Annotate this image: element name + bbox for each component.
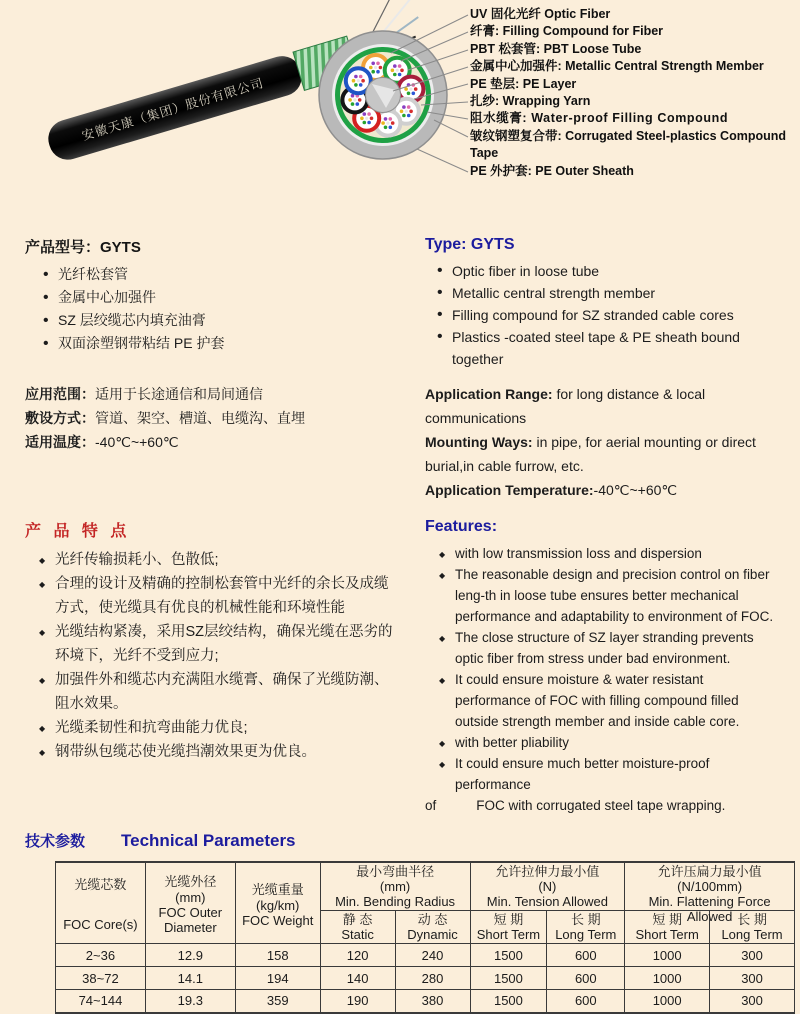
cable-brand-text: 安徽天康（集团）股份有限公司 [80, 76, 266, 144]
sub-header: 短 期 Short Term [470, 911, 547, 944]
application-line: 适用温度：-40℃~+60℃ [25, 434, 179, 450]
diagram-label: PBT 松套管: PBT Loose Tube [470, 41, 642, 56]
features-en-block [425, 518, 775, 816]
diagram-label: PE 垫层: PE Layer [470, 76, 577, 91]
sub-header: 长 期 Long Term [710, 911, 795, 944]
application-zh-block [25, 382, 400, 502]
diagram-label: 纤膏: Filling Compound for Fiber [470, 24, 664, 39]
type-title: Type: GYTS [425, 236, 515, 253]
model-type-section [0, 236, 800, 370]
table-row: 74~144 19.3 359 190 380 1500 600 1000 300 [56, 990, 795, 1013]
table-row: 38~72 14.1 194 140 280 1500 600 1000 300 [56, 967, 795, 990]
group-header-tension: 允许拉伸力最小值 (N) Min. Tension Allowed [470, 862, 625, 911]
list-item: • SZ 层绞缆芯内填充油膏 [43, 309, 400, 332]
sub-header: 动 态 Dynamic [395, 911, 470, 944]
overflow-word: of [425, 798, 437, 813]
sub-header: 静 态 Static [320, 911, 395, 944]
list-item: • Optic fiber in loose tube [437, 260, 775, 282]
diagram-label: UV 固化光纤 Optic Fiber [470, 7, 611, 21]
list-item: • 金属中心加强件 [43, 286, 400, 309]
table-heading [25, 830, 775, 851]
list-item: ◆ The close structure of SZ layer stranding prevents optic fiber from stress under bad environment. [439, 627, 775, 669]
list-item: • 双面涂塑钢带粘结 PE 护套 [43, 332, 400, 355]
last-line-text: FOC with corrugated steel tape wrapping. [476, 798, 726, 813]
product-model-block [25, 236, 400, 370]
col-header-core: 光缆芯数 FOC Core(s) [56, 862, 146, 944]
application-line: Application Range: for long distance & local communications [425, 386, 706, 426]
type-list [437, 260, 775, 370]
application-line: 敷设方式：管道、架空、槽道、电缆沟、直埋 [25, 410, 305, 426]
diagram-label: PE 外护套: PE Outer Sheath [470, 163, 634, 178]
features-section [0, 518, 800, 816]
product-model-list [43, 263, 400, 355]
list-item: ◆ It could ensure much better moisture-proof performance [439, 753, 775, 795]
application-en-block [425, 382, 775, 502]
features-zh-block [25, 518, 400, 816]
application-line: 应用范围：适用于长途通信和局间通信 [25, 386, 263, 402]
list-item: ◆ 钢带纵包缆芯使光缆挡潮效果更为优良。 [39, 740, 400, 764]
list-item: ◆ with better pliability [439, 732, 775, 753]
technical-parameters-table [55, 861, 795, 1014]
sub-header: 短 期 Short Term [625, 911, 710, 944]
table-title-zh: 技术参数 [25, 833, 86, 850]
hero-section [0, 0, 800, 218]
list-item: ◆ 加强件外和缆芯内充满阻水缆膏、确保了光缆防潮、阻水效果。 [39, 668, 400, 716]
list-item: ◆ 光缆柔韧性和抗弯曲能力优良; [39, 716, 400, 740]
application-line: Application Temperature:-40℃~+60℃ [425, 482, 678, 498]
group-header-flattening: 允许压扁力最小值 (N/100mm) Min. Flattening Force Allowed [625, 862, 795, 911]
list-item: • Filling compound for SZ stranded cable cores [437, 304, 775, 326]
features-last-line [425, 795, 775, 816]
diagram-label: 皱纹钢塑复合带: Corrugated Steel-plastics Compound Tape [470, 128, 786, 161]
table-title-en: Technical Parameters [121, 831, 296, 850]
list-item: • Plastics -coated steel tape & PE sheath bound together [437, 326, 775, 370]
diagram-label-list [470, 6, 796, 180]
list-item: ◆ with low transmission loss and dispersion [439, 543, 775, 564]
sub-header: 长 期 Long Term [547, 911, 625, 944]
list-item: • 光纤松套管 [43, 263, 400, 286]
list-item: • Metallic central strength member [437, 282, 775, 304]
features-zh-title: 产 品 特 点 [25, 523, 131, 540]
list-item: ◆ The reasonable design and precision control on fiber leng-th in loose tube ensures better mechanical performance and adaptability to environment of FOC. [439, 564, 775, 627]
features-zh-list [39, 548, 400, 764]
technical-parameters-section [0, 830, 800, 1014]
list-item: ◆ 光纤传输损耗小、色散低; [39, 548, 400, 572]
list-item: ◆ 合理的设计及精确的控制松套管中光纤的余长及成缆方式，使光缆具有优良的机械性能和环境性能 [39, 572, 400, 620]
list-item: ◆ 光缆结构紧凑，采用SZ层绞结构，确保光缆在恶劣的环境下，光纤不受到应力; [39, 620, 400, 668]
col-header-diameter: 光缆外径 (mm) FOC Outer Diameter [145, 862, 235, 944]
table-row: 2~36 12.9 158 120 240 1500 600 1000 300 [56, 944, 795, 967]
group-header-bending: 最小弯曲半径 (mm) Min. Bending Radius [320, 862, 470, 911]
diagram-label: 阻水缆膏: Water-proof Filling Compound [470, 111, 729, 126]
list-item: ◆ It could ensure moisture & water resistant performance of FOC with filling compound filled outside strength member and inside cable core. [439, 669, 775, 732]
application-section [0, 382, 800, 502]
diagram-label: 金属中心加强件: Metallic Central Strength Member [470, 59, 764, 74]
features-en-list [439, 543, 775, 795]
type-block [425, 236, 775, 370]
application-line: Mounting Ways: in pipe, for aerial mounting or direct burial,in cable furrow, etc. [425, 434, 756, 474]
diagram-label: 扎纱: Wrapping Yarn [470, 94, 591, 109]
col-header-weight: 光缆重量 (kg/km) FOC Weight [235, 862, 320, 944]
features-en-title: Features: [425, 518, 498, 535]
product-model-title: 产品型号：GYTS [25, 239, 141, 256]
